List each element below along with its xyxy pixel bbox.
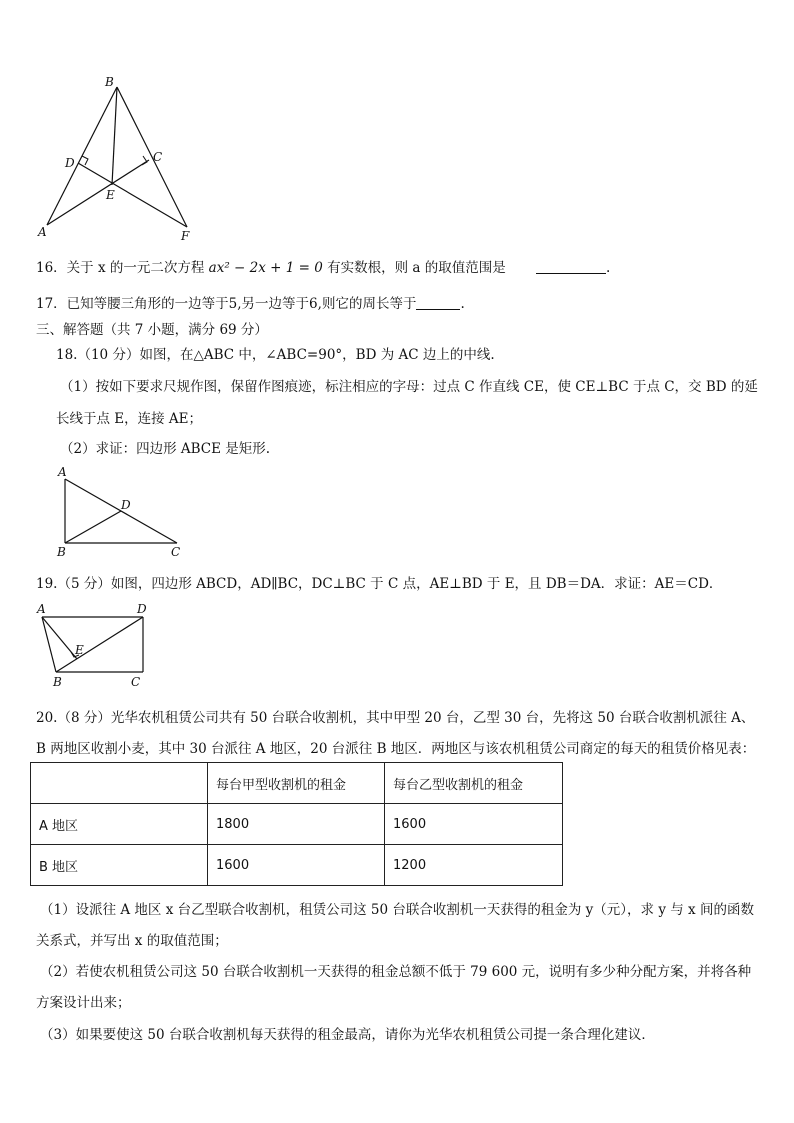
table-row xyxy=(31,845,563,886)
figure-q19-label-e: E xyxy=(75,643,84,657)
question-18-stem: 18.（10 分）如图，在△ABC 中，∠ABC=90°，BD 为 AC 边上的中线. xyxy=(56,347,495,363)
table-cell: B 地区 xyxy=(31,845,208,886)
question-17 xyxy=(36,292,465,312)
figure-q19-diagram xyxy=(33,600,153,692)
table-cell: 1800 xyxy=(208,804,385,845)
figure-q19-label-a: A xyxy=(37,602,46,616)
q17-text: 17．已知等腰三角形的一边等于5,另一边等于6,则它的周长等于 xyxy=(36,296,417,312)
figure-q15-label-a: A xyxy=(38,225,47,239)
question-20-part3: （3）如果要使这 50 台联合收割机每天获得的租金最高，请你为光华农机租赁公司提一条合理化建议． xyxy=(40,1027,655,1043)
q16-answer-blank xyxy=(536,259,606,274)
section-3-title: 三、解答题（共 7 小题，满分 69 分） xyxy=(36,322,268,338)
figure-q15-label-c: C xyxy=(153,150,163,164)
question-16 xyxy=(36,256,610,276)
figure-q19-label-d: D xyxy=(137,602,147,616)
table-cell: 1200 xyxy=(385,845,563,886)
question-20-part1-line1: （1）设派往 A 地区 x 台乙型联合收割机，租赁公司这 50 台联合收割机一天获得的租金为 y（元），求 y 与 x 间的函数 xyxy=(40,902,754,918)
question-20-stem-line2: B 两地区收割小麦，其中 30 台派往 A 地区，20 台派往 B 地区．两地区与该农机租赁公司商定的每天的租赁价格见表： xyxy=(36,741,756,757)
figure-q18-label-b: B xyxy=(57,545,66,559)
rental-price-table xyxy=(30,762,563,886)
figure-q15-diagram xyxy=(30,70,210,250)
table-header-cell: 每台甲型收割机的租金 xyxy=(208,763,385,804)
table-cell: A 地区 xyxy=(31,804,208,845)
q16-end: . xyxy=(606,260,611,276)
figure-q18-label-a: A xyxy=(58,465,67,479)
table-header-cell xyxy=(31,763,208,804)
table-cell: 1600 xyxy=(208,845,385,886)
figure-q19-label-b: B xyxy=(53,675,62,689)
figure-q18-label-c: C xyxy=(171,545,181,559)
figure-q15-label-d: D xyxy=(65,156,75,170)
question-18-part2: （2）求证：四边形 ABCE 是矩形. xyxy=(60,441,271,457)
question-20-part2-line1: （2）若使农机租赁公司这 50 台联合收割机一天获得的租金总额不低于 79 600 元，说明有多少种分配方案，并将各种 xyxy=(40,964,752,980)
question-19-stem: 19.（5 分）如图，四边形 ABCD，AD∥BC，DC⊥BC 于 C 点，AE⊥BD 于 E，且 DB＝DA．求证：AE＝CD． xyxy=(36,576,723,592)
table-row xyxy=(31,804,563,845)
q17-answer-blank xyxy=(416,295,460,310)
table-cell: 1600 xyxy=(385,804,563,845)
question-18-part1-line2: 长线于点 E，连接 AE； xyxy=(56,411,203,427)
figure-q15-label-e: E xyxy=(106,188,115,202)
question-20-stem-line1: 20.（8 分）光华农机租赁公司共有 50 台联合收割机，其中甲型 20 台，乙型 30 台，先将这 50 台联合收割机派往 A、 xyxy=(36,710,755,726)
table-header-cell: 每台乙型收割机的租金 xyxy=(385,763,563,804)
q17-end: . xyxy=(460,296,465,312)
question-20-part1-line2: 关系式，并写出 x 的取值范围； xyxy=(36,933,228,949)
figure-q18-label-d: D xyxy=(121,498,131,512)
q16-suffix: 有实数根，则 a 的取值范围是 xyxy=(327,260,506,276)
figure-q19-label-c: C xyxy=(131,675,141,689)
figure-q15-label-b: B xyxy=(105,75,114,89)
question-20-part2-line2: 方案设计出来； xyxy=(36,995,131,1011)
q16-equation: ax² − 2x + 1 = 0 xyxy=(208,260,323,276)
figure-q15-label-f: F xyxy=(181,229,190,243)
figure-q18-diagram xyxy=(55,462,185,560)
q16-prefix: 16．关于 x 的一元二次方程 xyxy=(36,260,205,276)
question-18-part1-line1: （1）按如下要求尺规作图，保留作图痕迹，标注相应的字母：过点 C 作直线 CE，使 CE⊥BC 于点 C，交 BD 的延 xyxy=(60,379,758,395)
table-header-row xyxy=(31,763,563,804)
